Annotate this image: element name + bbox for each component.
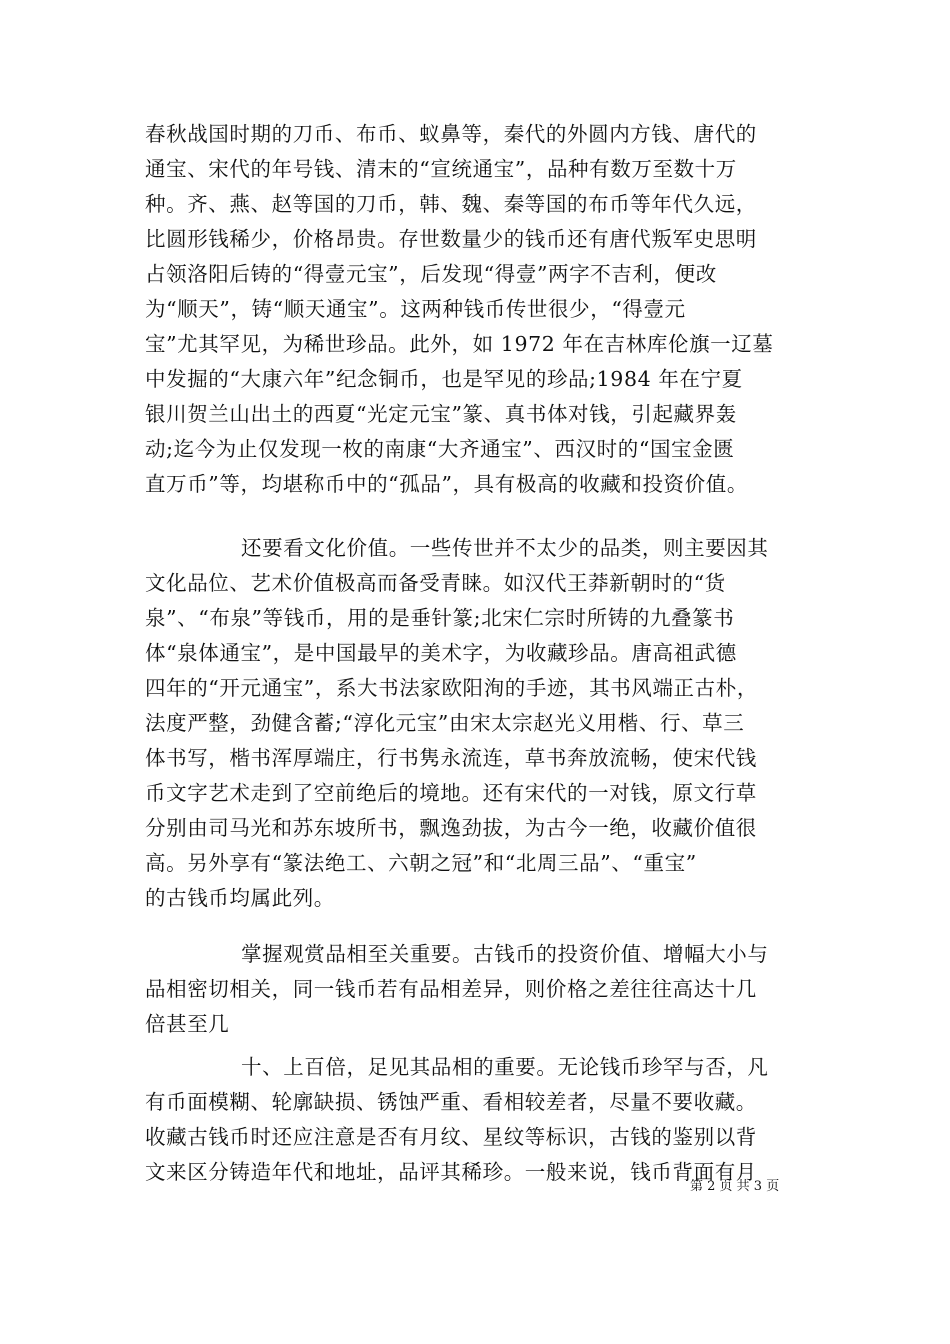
- text-line: 还要看文化价值。一些传世并不太少的品类，则主要因其: [241, 536, 769, 560]
- text-line: 倍甚至几: [145, 1012, 230, 1036]
- text-line: 高。另外享有“篆法绝工、六朝之冠”和“北周三品”、“重宝”: [145, 851, 697, 875]
- paragraph-3: [145, 937, 815, 1042]
- text-line: 比圆形钱稀少，价格昂贵。存世数量少的钱币还有唐代叛军史思明: [145, 227, 757, 251]
- paragraph-2: [145, 531, 815, 916]
- text-line: 泉”、“布泉”等钱币，用的是垂针篆;北宋仁宗时所铸的九叠篆书: [145, 606, 735, 630]
- text-line: 分别由司马光和苏东坡所书，飘逸劲拔，为古今一绝，收藏价值很: [145, 816, 757, 840]
- text-line: 有币面模糊、轮廓缺损、锈蚀严重、看相较差者，尽量不要收藏。: [145, 1090, 757, 1114]
- paragraph-1: [145, 117, 815, 502]
- text-line: 占领洛阳后铸的“得壹元宝”，后发现“得壹”两字不吉利，便改: [145, 262, 717, 286]
- text-line: 收藏古钱币时还应注意是否有月纹、星纹等标识，古钱的鉴别以背: [145, 1125, 757, 1149]
- text-line: 体“泉体通宝”，是中国最早的美术字，为收藏珍品。唐高祖武德: [145, 641, 737, 665]
- text-line: 体书写，楷书浑厚端庄，行书隽永流连，草书奔放流畅，使宋代钱: [145, 746, 757, 770]
- text-line: 银川贺兰山出土的西夏“光定元宝”篆、真书体对钱，引起藏界轰: [145, 402, 737, 426]
- text-line: 为“顺天”，铸“顺天通宝”。这两种钱币传世很少，“得壹元: [145, 297, 686, 321]
- text-line: 直万币”等，均堪称币中的“孤品”，具有极高的收藏和投资价值。: [145, 472, 748, 496]
- text-line: 四年的“开元通宝”，系大书法家欧阳洵的手迹，其书风端正古朴，: [145, 676, 758, 700]
- text-line: 春秋战国时期的刀币、布币、蚁鼻等，秦代的外圆内方钱、唐代的: [145, 122, 757, 146]
- text-line: 文来区分铸造年代和地址，品评其稀珍。一般来说，钱币背面有月: [145, 1160, 757, 1184]
- text-line: 的古钱币均属此列。: [145, 886, 335, 910]
- page-number: 第 2 页 共 3 页: [690, 1179, 780, 1194]
- text-line: 中发掘的“大康六年”纪念铜币，也是罕见的珍品;1984 年在宁夏: [145, 367, 743, 391]
- text-line: 币文字艺术走到了空前绝后的境地。还有宋代的一对钱，原文行草: [145, 781, 757, 805]
- text-line: 十、上百倍，足见其品相的重要。无论钱币珍罕与否，凡: [241, 1055, 769, 1079]
- text-line: 种。齐、燕、赵等国的刀币，韩、魏、秦等国的布币等年代久远，: [145, 192, 757, 216]
- text-line: 文化品位、艺术价值极高而备受青睐。如汉代王莽新朝时的“货: [145, 571, 726, 595]
- text-line: 通宝、宋代的年号钱、清末的“宣统通宝”，品种有数万至数十万: [145, 157, 737, 181]
- text-line: 掌握观赏品相至关重要。古钱币的投资价值、增幅大小与: [241, 942, 769, 966]
- text-line: 宝”尤其罕见，为稀世珍品。此外，如 1972 年在吉林库伦旗一辽墓: [145, 332, 774, 356]
- text-line: 品相密切相关，同一钱币若有品相差异，则价格之差往往高达十几: [145, 977, 757, 1001]
- paragraph-4: [145, 1050, 815, 1190]
- text-line: 法度严整，劲健含蓄;“淳化元宝”由宋太宗赵光义用楷、行、草三: [145, 711, 745, 735]
- text-line: 动;迄今为止仅发现一枚的南康“大齐通宝”、西汉时的“国宝金匮: [145, 437, 735, 461]
